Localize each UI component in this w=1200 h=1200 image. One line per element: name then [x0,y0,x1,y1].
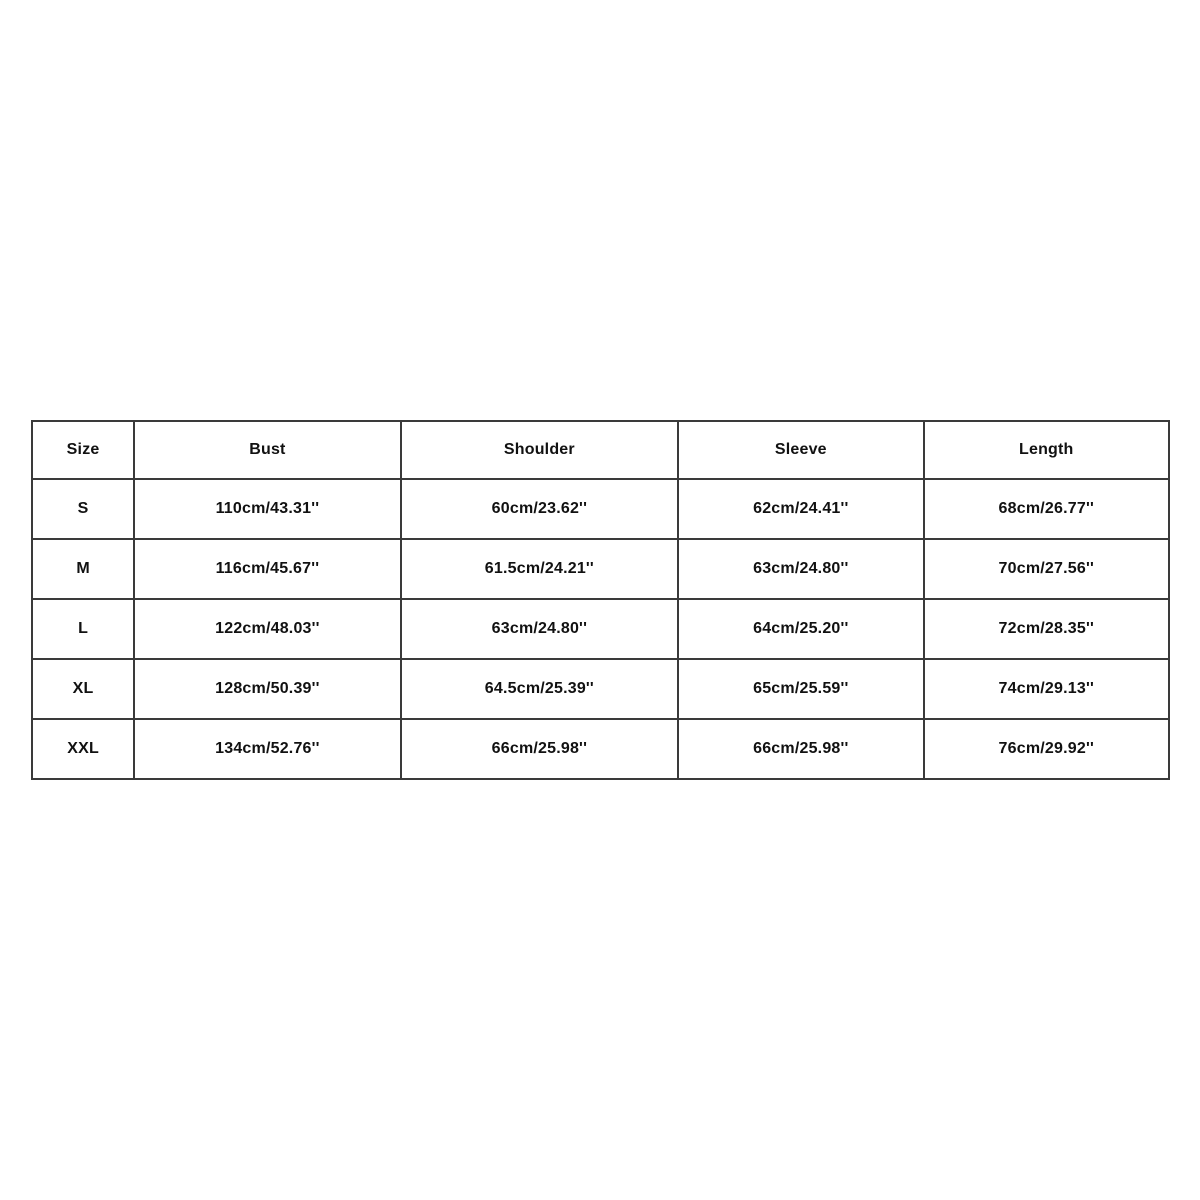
cell-size: L [32,599,134,659]
size-chart-table [31,420,1170,780]
cell-bust: 116cm/45.67'' [134,539,400,599]
header-length: Length [924,421,1169,479]
table-row [32,479,1169,539]
cell-shoulder: 63cm/24.80'' [401,599,678,659]
cell-size: XXL [32,719,134,779]
cell-length: 72cm/28.35'' [924,599,1169,659]
cell-bust: 134cm/52.76'' [134,719,400,779]
header-shoulder: Shoulder [401,421,678,479]
header-size: Size [32,421,134,479]
cell-bust: 122cm/48.03'' [134,599,400,659]
cell-shoulder: 60cm/23.62'' [401,479,678,539]
cell-bust: 128cm/50.39'' [134,659,400,719]
cell-length: 76cm/29.92'' [924,719,1169,779]
table-row [32,719,1169,779]
cell-size: M [32,539,134,599]
cell-shoulder: 66cm/25.98'' [401,719,678,779]
cell-shoulder: 64.5cm/25.39'' [401,659,678,719]
cell-bust: 110cm/43.31'' [134,479,400,539]
cell-sleeve: 65cm/25.59'' [678,659,923,719]
cell-shoulder: 61.5cm/24.21'' [401,539,678,599]
table-row [32,599,1169,659]
cell-sleeve: 63cm/24.80'' [678,539,923,599]
cell-length: 70cm/27.56'' [924,539,1169,599]
cell-size: S [32,479,134,539]
header-row [32,421,1169,479]
cell-length: 74cm/29.13'' [924,659,1169,719]
cell-length: 68cm/26.77'' [924,479,1169,539]
table-row [32,659,1169,719]
header-bust: Bust [134,421,400,479]
header-sleeve: Sleeve [678,421,923,479]
cell-sleeve: 64cm/25.20'' [678,599,923,659]
cell-size: XL [32,659,134,719]
cell-sleeve: 62cm/24.41'' [678,479,923,539]
table-row [32,539,1169,599]
cell-sleeve: 66cm/25.98'' [678,719,923,779]
